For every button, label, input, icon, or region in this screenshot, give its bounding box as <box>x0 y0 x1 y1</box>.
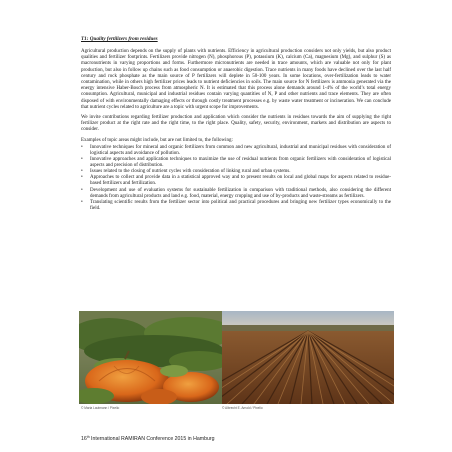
list-item <box>81 200 391 212</box>
list-item-text: Innovative techniques for mineral and organic fertilizers from common and new agricultural, industrial and municipal residues with consideration of logistical aspects and avoidance of pollution. <box>90 144 391 156</box>
list-item-text: Innovative approaches and application techniques to maximize the use of residual nutrients from organic fertilizers with consideration of logistical aspects and precision of distribution. <box>90 157 391 169</box>
list-item-text: Development and use of evaluation systems for sustainable fertilization in comparison with traditional methods, also considering the different demands from agricultural products and land e.g. food, material, energy cropping and use of by-products and waste-streams as fertilizers. <box>90 187 391 199</box>
footer-ordinal-number: 16 <box>81 436 87 442</box>
bullet-icon: • <box>81 199 83 205</box>
intro-paragraph: Agricultural production depends on the supply of plants with nutrients. Efficiency in agricultural production considers not only yields, but also product qualities and fertilizer footprints. Fertilizers provide nitrogen (N), phosphorous (P), potassium (K), calcium (Ca), magnesium (Mg), and sulphur (S) as macronutrients in varying proportions and forms. Furthermore micronutrients are needed in trace amounts, which are valuable not only for plant production, but also in follow up chains such as food consumption or anaerobic digestion. Trace nutrients in many foods have declined over the last half century and rock phosphate as the main source of P fertilizers will deplete in 50-100 years. In some locations, over-fertilization leads to water contamination, while in others high fertilizer prices leads to nutrient deficiencies in soils. The main source for N fertilizers is ammonia generated via the energy intensive Haber-Bosch process from atmospheric N. It is estimated that this process alone demands around 1-4% of the world’s total energy consumption. Agricultural, municipal and industrial residues contain varying quantities of N, P and other nutrients and trace elements. They are often disposed of with environmentally damaging effects or through costly treatment processes e.g. by waste water treatment or incineration. We can conclude that nutrient cycles related to agriculture are a topic with urgent scope for improvements. <box>81 49 391 110</box>
list-item <box>81 188 391 200</box>
list-item-text: Translating scientific results from the fertilizer sector into political and practical procedures and bringing new fertilizer types economically to the field. <box>90 199 391 211</box>
list-item-text: Issues related to the closing of nutrient cycles with consideration of linking rural and urban systems. <box>90 169 291 175</box>
right-photo-credit: © Albrecht E. Arnold / Pixelio <box>222 406 263 410</box>
ploughed-field-photo <box>222 311 394 404</box>
bullet-icon: • <box>81 169 83 175</box>
list-item-text: Approaches to collect and provide data in a statistical approved way and to present results on local and global maps for aspects related to residue-based fertilizers and fertilization. <box>90 175 391 187</box>
list-item <box>81 175 391 187</box>
bullet-icon: • <box>81 187 83 193</box>
footer-ordinal-suffix: th <box>86 435 90 439</box>
page-content <box>81 36 391 218</box>
bullet-icon: • <box>81 144 83 150</box>
topic-list <box>81 145 391 212</box>
list-item <box>81 157 391 169</box>
section-title: T1: Quality fertilizers from residues <box>81 36 158 42</box>
bullet-icon: • <box>81 157 83 163</box>
list-item <box>81 145 391 157</box>
pumpkin-field-photo <box>79 311 229 404</box>
bullet-icon: • <box>81 175 83 181</box>
invitation-paragraph: We invite contributions regarding fertilizer production and application which consider the nutrients in residues towards the aim of supplying the right fertilizer product at the right rate and the right time, to the right place. Quality, safety, security, environment, markets and distribution are aspects to consider. <box>81 115 391 133</box>
left-photo-credit: © Maria Lautmann / Pixelio <box>81 406 120 410</box>
topics-lead-paragraph: Examples of topic areas might include, but are not limited to, the following: <box>81 137 233 143</box>
page-footer <box>81 434 214 442</box>
footer-text: International RAMIRAN Conference 2015 in Hamburg <box>89 436 215 442</box>
